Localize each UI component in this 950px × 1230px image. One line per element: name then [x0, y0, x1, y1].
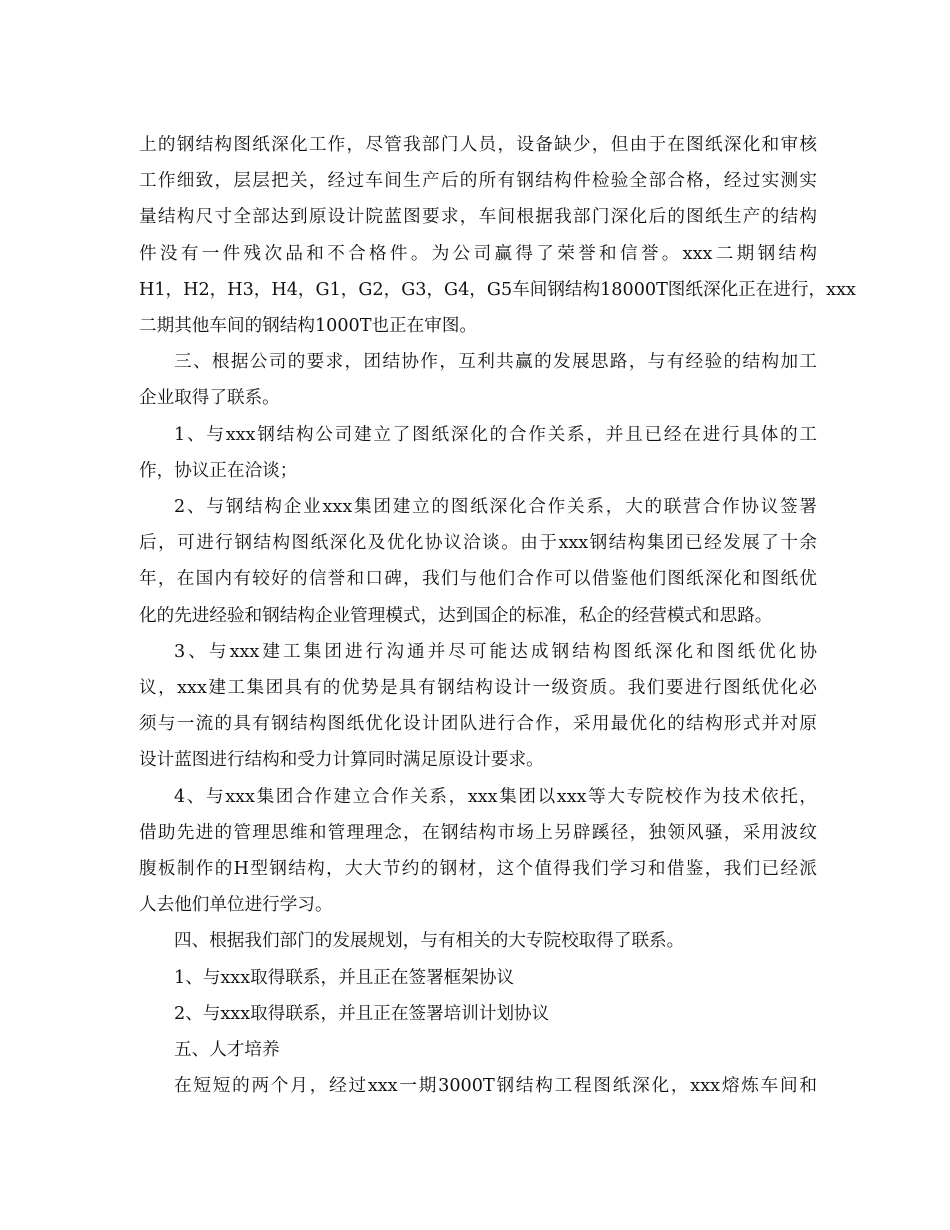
- text-line: 化的先进经验和钢结构企业管理模式，达到国企的标准，私企的经营模式和思路。: [139, 605, 773, 626]
- text-line: 上的钢结构图纸深化工作，尽管我部门人员，设备缺少，但由于在图纸深化和审核: [139, 135, 817, 155]
- text-line: 须与一流的具有钢结构图纸优化设计团队进行合作，采用最优化的结构形式并对原: [139, 714, 817, 735]
- paragraph: [139, 344, 817, 416]
- paragraph: [139, 923, 817, 959]
- text-line: 二期其他车间的钢结构1000T也正在审图。: [139, 316, 478, 337]
- text-line: 借助先进的管理思维和管理理念，在钢结构市场上另辟蹊径，独领风骚，采用波纹: [139, 822, 817, 843]
- paragraph: [139, 960, 817, 996]
- text-line: 4、与xxx集团合作建立合作关系，xxx集团以xxx等大专院校作为技术依托，: [174, 786, 817, 807]
- paragraph: [139, 634, 817, 779]
- text-line: 工作细致，层层把关，经过车间生产后的所有钢结构件检验全部合格，经过实测实: [139, 171, 817, 192]
- paragraph: [139, 417, 817, 489]
- paragraph: [139, 996, 817, 1032]
- text-line: 2、与xxx取得联系，并且正在签署培训计划协议: [174, 1003, 550, 1024]
- text-line: 1、与xxx取得联系，并且正在签署框架协议: [174, 967, 515, 988]
- text-line: 件没有一件残次品和不合格件。为公司赢得了荣誉和信誉。xxx二期钢结构: [139, 243, 817, 264]
- text-line: H1，H2，H3，H4，G1，G2，G3，G4，G5车间钢结构18000T图纸深化正在进行，xxx: [139, 279, 856, 300]
- paragraph: [139, 1032, 817, 1068]
- text-line: 后，可进行钢结构图纸深化及优化协议洽谈。由于xxx钢结构集团已经发展了十余: [139, 533, 817, 554]
- text-line: 在短短的两个月，经过xxx一期3000T钢结构工程图纸深化，xxx熔炼车间和: [174, 1076, 817, 1097]
- paragraph: [139, 1068, 817, 1104]
- text-line: 3、与xxx建工集团进行沟通并尽可能达成钢结构图纸深化和图纸优化协: [174, 641, 817, 662]
- text-line: 腹板制作的H型钢结构，大大节约的钢材，这个值得我们学习和借鉴，我们已经派: [139, 859, 817, 880]
- text-line: 五、人才培养: [174, 1040, 280, 1061]
- text-line: 设计蓝图进行结构和受力计算同时满足原设计要求。: [139, 750, 544, 771]
- text-line: 量结构尺寸全部达到原设计院蓝图要求，车间根据我部门深化后的图纸生产的结构: [139, 207, 817, 228]
- paragraph: [139, 779, 817, 924]
- paragraph: [139, 127, 856, 344]
- text-line: 议，xxx建工集团具有的优势是具有钢结构设计一级资质。我们要进行图纸优化必: [139, 678, 817, 699]
- text-line: 作，协议正在洽谈；: [139, 460, 298, 481]
- text-line: 1、与xxx钢结构公司建立了图纸深化的合作关系，并且已经在进行具体的工: [174, 424, 817, 445]
- text-line: 年，在国内有较好的信誉和口碑，我们与他们合作可以借鉴他们图纸深化和图纸优: [139, 569, 817, 590]
- document-body: [139, 127, 856, 1104]
- paragraph: [139, 489, 817, 634]
- text-line: 三、根据公司的要求，团结协作，互利共赢的发展思路，与有经验的结构加工: [174, 352, 817, 373]
- text-line: 企业取得了联系。: [139, 388, 280, 409]
- text-line: 人去他们单位进行学习。: [139, 895, 333, 916]
- text-line: 四、根据我们部门的发展规划，与有相关的大专院校取得了联系。: [174, 931, 685, 952]
- text-line: 2、与钢结构企业xxx集团建立的图纸深化合作关系，大的联营合作协议签署: [174, 497, 817, 518]
